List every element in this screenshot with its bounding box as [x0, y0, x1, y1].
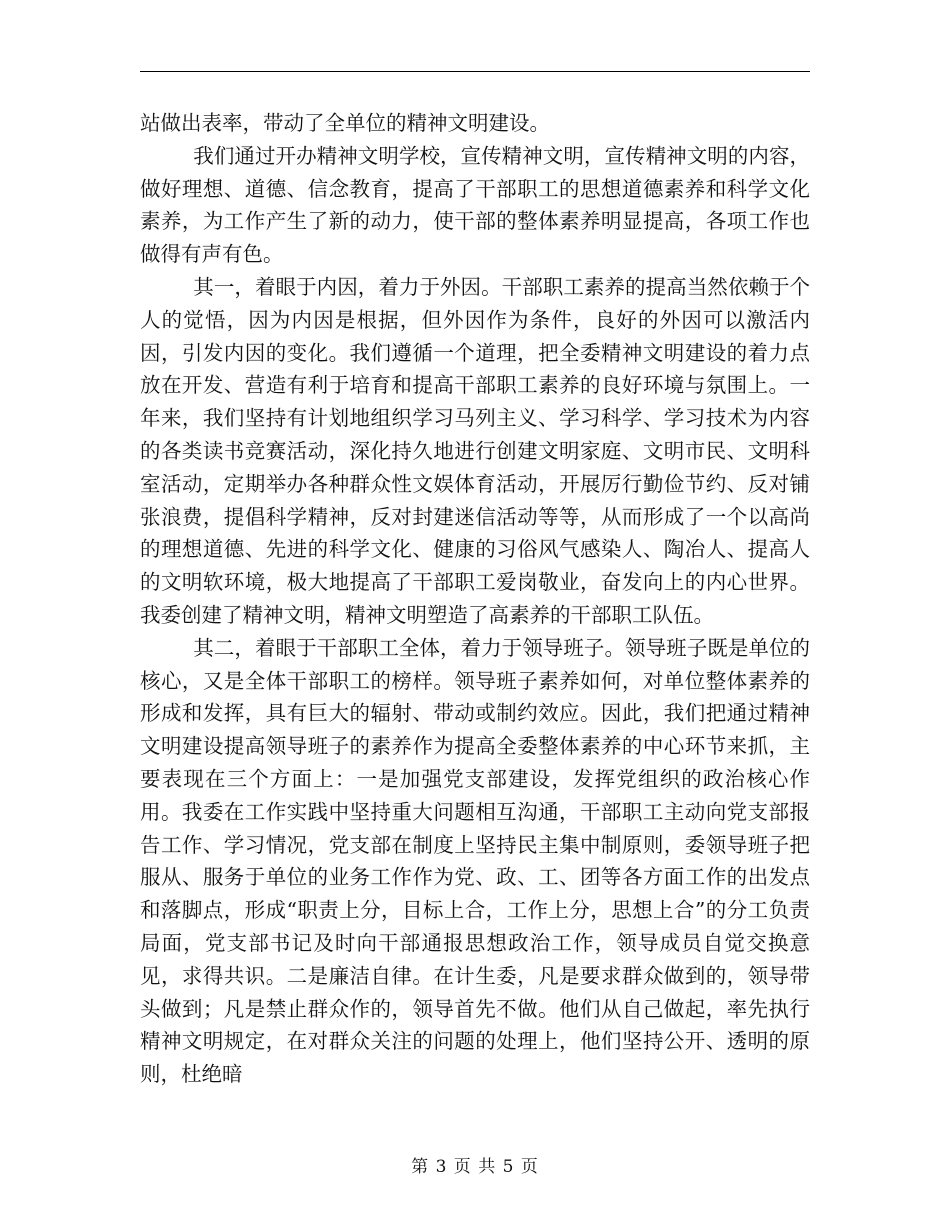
- paragraph: 我们通过开办精神文明学校，宣传精神文明，宣传精神文明的内容，做好理想、道德、信念教育，提高了干部职工的思想道德素养和科学文化素养，为工作产生了新的动力，使干部的整体素养明显提高，各项工作也做得有声有色。: [140, 143, 810, 267]
- paragraph-continuation: 站做出表率，带动了全单位的精神文明建设。: [140, 111, 550, 135]
- paragraph: 其二，着眼于干部职工全体，着力于领导班子。领导班子既是单位的核心，又是全体干部职工的榜样。领导班子素养如何，对单位整体素养的形成和发挥，具有巨大的辐射、带动或制约效应。因此，我们把通过精神文明建设提高领导班子的素养作为提高全委整体素养的中心环节来抓，主要表现在三个方面上：一是加强党支部建设，发挥党组织的政治核心作用。我委在工作实践中坚持重大问题相互沟通，干部职工主动向党支部报告工作、学习情况，党支部在制度上坚持民主集中制原则，委领导班子把服从、服务于单位的业务工作作为党、政、工、团等各方面工作的出发点和落脚点，形成“职责上分，目标上合，工作上分，思想上合”的分工负责局面，党支部书记及时向干部通报思想政治工作，领导成员自觉交换意见，求得共识。二是廉洁自律。在计生委，凡是要求群众做到的，领导带头做到；凡是禁止群众作的，领导首先不做。他们从自己做起，率先执行精神文明规定，在对群众关注的问题的处理上，他们坚持公开、透明的原则，杜绝暗: [140, 635, 810, 1087]
- page-number-footer: 第 3 页 共 5 页: [411, 1157, 539, 1177]
- paragraph: 其一，着眼于内因，着力于外因。干部职工素养的提高当然依赖于个人的觉悟，因为内因是根据，但外因作为条件，良好的外因可以激活内因，引发内因的变化。我们遵循一个道理，把全委精神文明建设的着力点放在开发、营造有利于培育和提高干部职工素养的良好环境与氛围上。一年来，我们坚持有计划地组织学习马列主义、学习科学、学习技术为内容的各类读书竞赛活动，深化持久地进行创建文明家庭、文明市民、文明科室活动，定期举办各种群众性文娱体育活动，开展厉行勤俭节约、反对铺张浪费，提倡科学精神，反对封建迷信活动等等，从而形成了一个以高尚的理想道德、先进的科学文化、健康的习俗风气感染人、陶冶人、提高人的文明软环境，极大地提高了干部职工爱岗敬业，奋发向上的内心世界。我委创建了精神文明，精神文明塑造了高素养的干部职工队伍。: [140, 274, 810, 627]
- body-text: [140, 107, 810, 1091]
- header-rule: [140, 71, 810, 72]
